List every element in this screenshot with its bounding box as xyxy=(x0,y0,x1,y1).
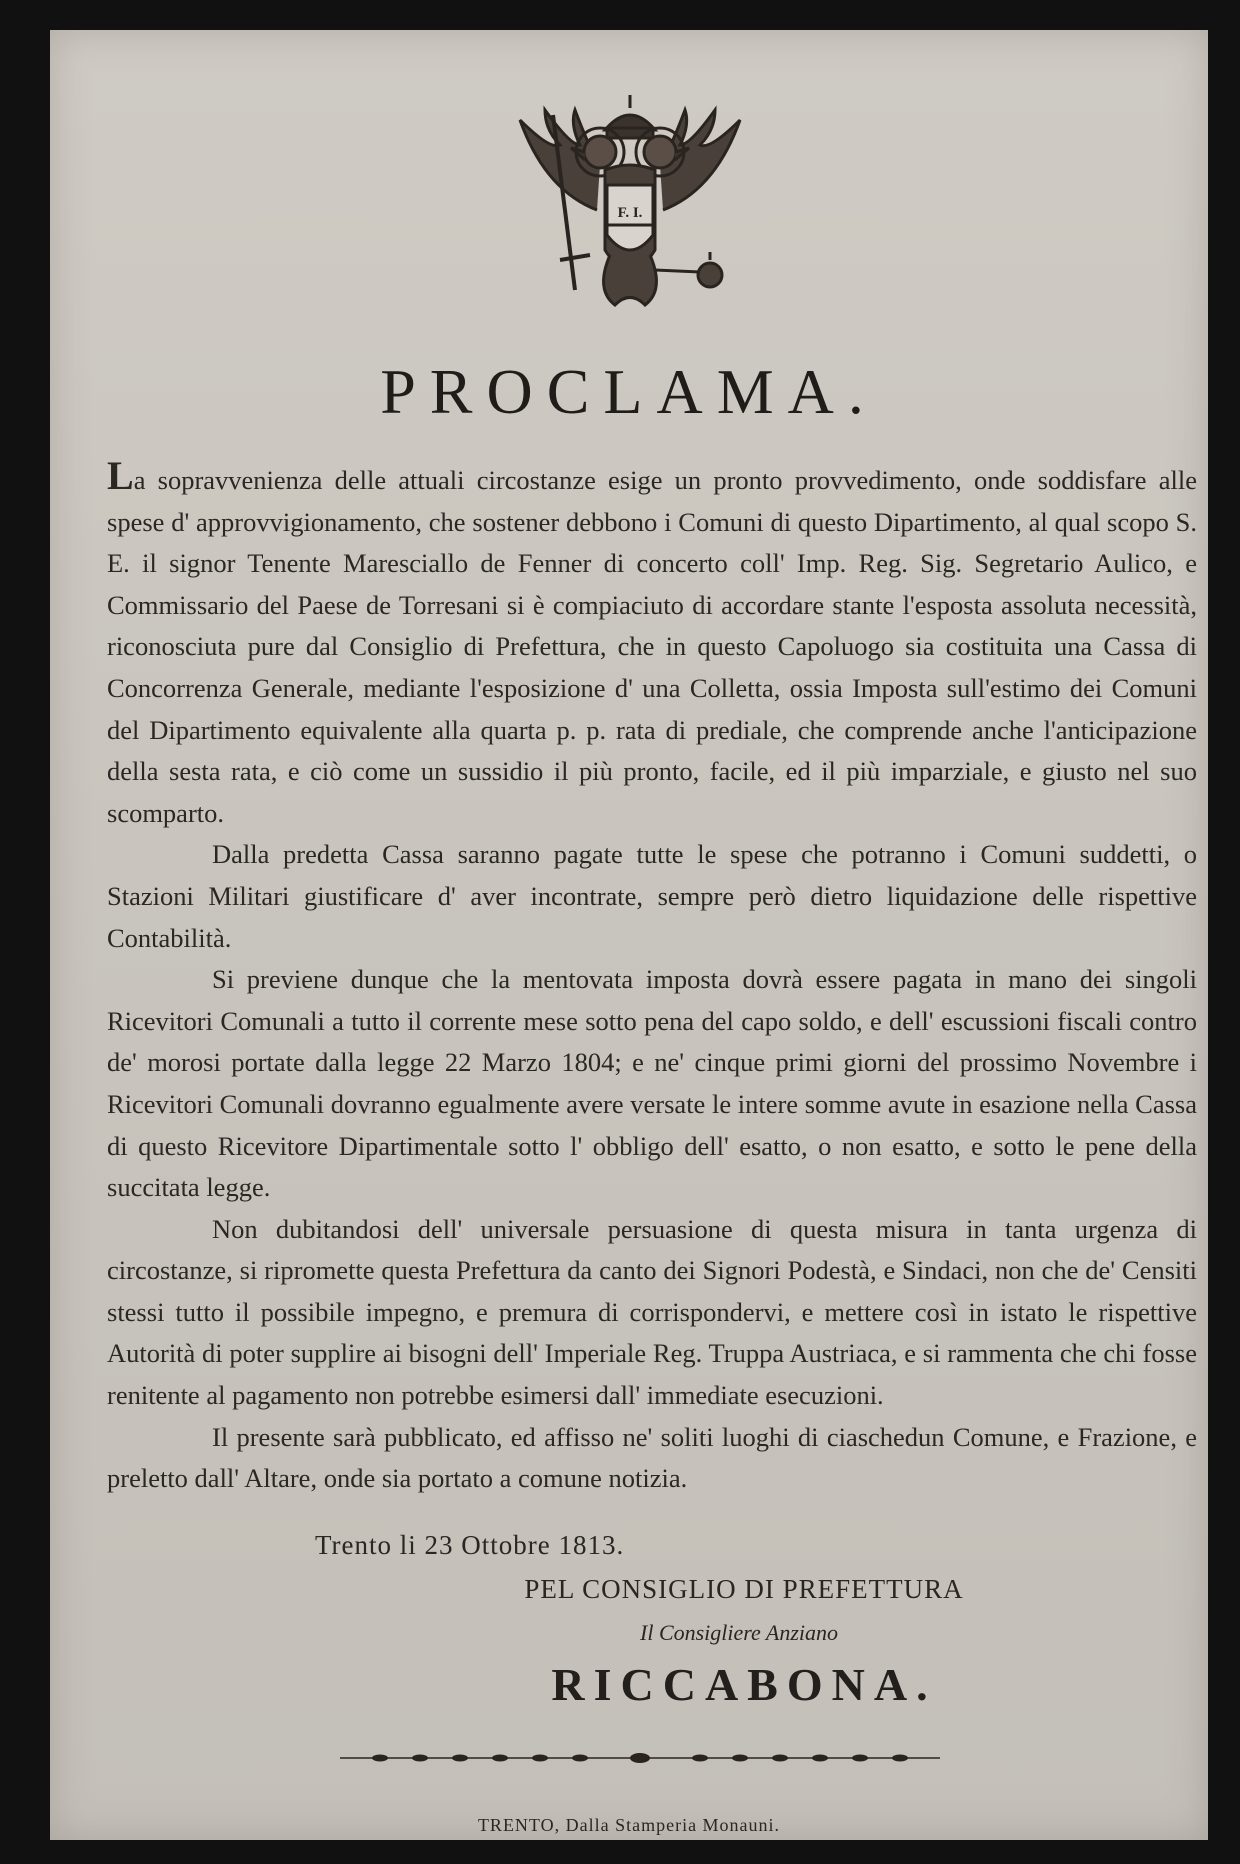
paragraph-1 xyxy=(107,453,1197,834)
double-headed-eagle-icon xyxy=(505,90,755,320)
paragraph-1-text: a sopravvenienza delle attuali circostanze esige un pronto provvedimento, onde soddisfare alle spese d' approvvigionamento, che sostener debbono i Comuni di questo Dipartimento, al qual scopo S. E. il signor Tenente Maresciallo de Fenner di concerto coll' Imp. Reg. Sig. Segretario Aulico, e Commissario del Paese de Torresani si è compiaciuto di accordare stante l'esposta assoluta necessità, riconosciuta pure dal Consiglio di Prefettura, che in questo Capoluogo sia costituita una Cassa di Concorrenza Generale, mediante l'esposizione d' una Colletta, ossia Imposta sull'estimo dei Comuni del Dipartimento equivalente alla quarta p. p. rata di prediale, che comprende anche l'anticipazione della sesta rata, e ciò come un sussidio il più pronto, facile, ed il più imparziale, e giusto nel suo scomparto. xyxy=(107,465,1197,828)
council-heading: PEL CONSIGLIO DI PREFETTURA xyxy=(524,1574,964,1604)
signer-role: Il Consigliere Anziano xyxy=(640,1620,838,1645)
proclamation-body xyxy=(107,453,1197,1500)
dropcap: L xyxy=(107,453,134,498)
paragraph-5: Il presente sarà pubblicato, ed affisso ne' soliti luoghi di ciaschedun Comune, e Frazione, e preletto dall' Altare, onde sia portato a comune notizia. xyxy=(107,1421,1197,1494)
shield-monogram: F. I. xyxy=(617,205,643,221)
paragraph-4: Non dubitandosi dell' universale persuasione di questa misura in tanta urgenza di circostanze, si ripromette questa Prefettura da canto dei Signori Podestà, e Sindaci, non che de' Censiti stessi tutto il possibile impegno, e premura di corrispondervi, e mettere così in istato le rispettive Autorità di poter supplire ai bisogni dell' Imperiale Reg. Truppa Austriaca, e si rammenta che chi fosse renitente al pagamento non potrebbe esimersi dall' immediate esecuzioni. xyxy=(107,1213,1197,1411)
printer-imprint: TRENTO, Dalla Stamperia Monauni. xyxy=(477,1815,781,1835)
signer-name: RICCABONA. xyxy=(551,1659,937,1710)
paragraph-3: Si previene dunque che la mentovata imposta dovrà essere pagata in mano dei singoli Ricevitori Comunali a tutto il corrente mese sotto pena del capo soldo, e dell' escussioni fiscali contro de' morosi portate dalla legge 22 Marzo 1804; e ne' cinque primi giorni del prossimo Novembre i Ricevitori Comunali dovranno egualmente avere versate le intere somme avute in esazione nella Cassa di questo Ricevitore Dipartimentale sotto l' obbligo dell' esatto, o non esatto, e sotto le pene della succitata legge. xyxy=(107,964,1197,1203)
document-title: PROCLAMA. xyxy=(380,356,878,427)
paragraph-2: Dalla predetta Cassa saranno pagate tutte le spese che potranno i Comuni suddetti, o Stazioni Militari giustificare d' aver incontrate, sempre però dietro liquidazione delle rispettive Contabilità. xyxy=(107,839,1197,953)
proclamation-sheet xyxy=(50,30,1208,1840)
date-line: Trento li 23 Ottobre 1813. xyxy=(315,1530,625,1560)
ornamental-rule-icon xyxy=(340,1748,940,1768)
